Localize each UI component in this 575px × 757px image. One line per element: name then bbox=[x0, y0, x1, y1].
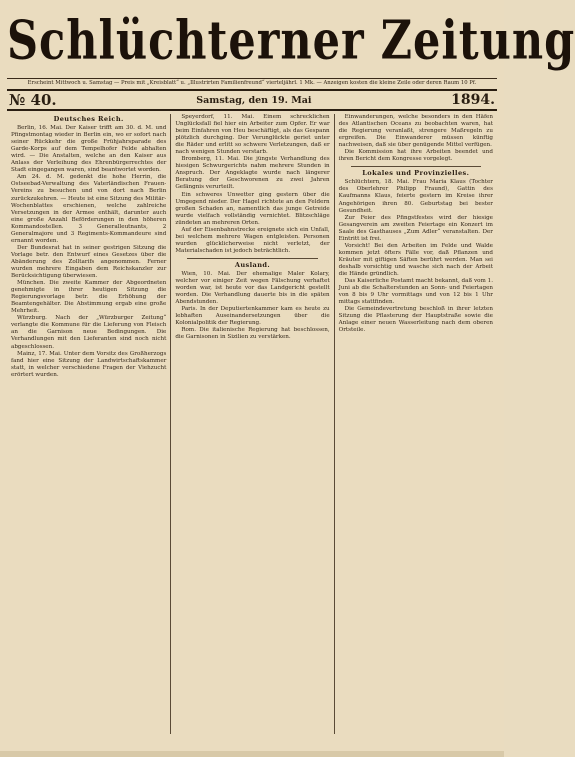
article-paragraph: Zur Feier des Pfingstfestes wird der hiesige Gesangverein am zweiten Feiertage ein Konzert im Saale des Gasthauses „Zum Adler“ veranstalten. Der Eintritt ist frei. bbox=[338, 214, 493, 242]
article-paragraph: Auf der Eisenbahnstrecke ereignete sich ein Unfall, bei welchem mehrere Wagen entgleisten. Personen wurden glücklicherweise nicht verletzt, der Materialschaden ist jedoch beträchtlich. bbox=[175, 226, 330, 254]
article-paragraph: Vorsicht! Bei den Arbeiten im Felde und Walde kommen jetzt öfters Fälle vor, daß Pflanzen und Kräuter mit giftigen Säften berührt werden. Man sei deshalb vorsichtig und wasche sich nach der Arbeit die Hände gründlich. bbox=[338, 242, 493, 277]
column-3 bbox=[334, 114, 497, 734]
article-paragraph: Paris. In der Deputiertenkammer kam es heute zu lebhaften Auseinandersetzungen über die Kolonialpolitik der Regierung. bbox=[175, 306, 330, 327]
section-heading: Lokales und Provinzielles. bbox=[362, 169, 470, 178]
article-paragraph: Am 24. d. M. gedenkt die hohe Herrin, die Ostseebad-Verwaltung des Vaterländischen Frauen-Vereins zu besuchen und von dort nach Berlin zurückzukehren. — Heute ist eine Sitzung des Militär-Wochenblattes erschienen, welche zahlreiche Versetzungen in der Armee enthält, darunter auch eine große Anzahl Beförderungen in den höheren Kommandostellen. 3 Generalleutnants, 2 Generalmajore und 3 Regiments-Kommandeure sind ernannt worden. bbox=[11, 174, 167, 244]
article-paragraph: Rom. Die italienische Regierung hat beschlossen, die Garnisonen in Sizilien zu verstärken. bbox=[175, 327, 330, 341]
issue-date: Samstag, den 19. Mai bbox=[196, 94, 312, 106]
article-paragraph: Einwanderungen, welche besonders in den Häfen des Atlantischen Oceans zu beobachten waren, hat die Regierung veranlaßt, strengere Maßregeln zu ergreifen. Die Einwanderer müssen künftig nachweisen, daß sie über genügende Mittel verfügen. bbox=[338, 114, 493, 149]
column-1 bbox=[7, 114, 170, 734]
article-paragraph: Die Gemeindevertretung beschloß in ihrer letzten Sitzung die Pflasterung der Hauptstraße sowie die Anlage einer neuen Wasserleitung nach dem oberen Ortsteile. bbox=[338, 306, 493, 334]
issue-bar bbox=[7, 89, 497, 111]
article-paragraph: Berlin, 16. Mai. Der Kaiser trifft am 30. d. M. und Pfingstmontag wieder in Berlin ein, wo er sofort nach seiner Rückkehr die große Frühjahrsparade des Garde-Korps auf dem Tempelhofer Felde abhalten wird. — Die Anstalten, welche an den Kaiser aus Anlass der Verleihung des Ehrenbürgerrechtes der Stadt eingegangen waren, sind beantwortet worden. bbox=[11, 125, 167, 174]
page-bottom-edge bbox=[0, 751, 504, 757]
article-paragraph: Wien, 10. Mai. Der ehemalige Maler Kolary, welcher vor einiger Zeit wegen Fälschung verhaftet worden war, ist heute vor das Landgericht gestellt worden. Die Verhandlung dauerte bis in die späten Abendstunden. bbox=[175, 270, 330, 306]
article-paragraph: Schlüchtern, 18. Mai. Frau Maria Klaus (Tochter des Oberlehrer Philipp Fraund), Gattin des Kaufmanns Klaus, feierte gestern im Kreise ihrer Angehörigen ihren 80. Geburtstag bei bester Gesundheit. bbox=[338, 179, 493, 214]
article-columns bbox=[7, 114, 497, 734]
article-paragraph: Die Kommission hat ihre Arbeiten beendet und ihren Bericht dem Kongresse vorgelegt. bbox=[338, 149, 493, 163]
article-paragraph: Speyerdorf, 11. Mai. Einem schrecklichen Unglücksfall fiel hier ein Arbeiter zum Opfer. Er war beim Einfahren von Heu beschäftigt, als das Gespann plötzlich durchging. Der Verunglückte geriet unter die Räder und erlitt so schwere Verletzungen, daß er nach wenigen Stunden verstarb. bbox=[175, 114, 330, 156]
section-divider bbox=[187, 258, 317, 259]
article-paragraph: München. Die zweite Kammer der Abgeordneten genehmigte in ihrer heutigen Sitzung die Regierungsvorlage betr. die Erhöhung der Beamtengehälter. Die Abstimmung ergab eine große Mehrheit. bbox=[11, 280, 167, 315]
article-paragraph: Bromberg, 11. Mai. Die jüngste Verhandlung des hiesigen Schwurgerichts nahm mehrere Stunden in Anspruch. Der Angeklagte wurde nach längerer Beratung der Geschworenen zu zwei Jahren Gefängnis verurteilt. bbox=[175, 156, 330, 191]
subscription-line: Erscheint Mittwoch u. Samstag — Preis mit „Kreisblatt“ u. „Illustrirten Familienfreund“ vierteljährl. 1 Mk. — Anzeigen kosten die kleine Zeile oder deren Raum 10 Pf. bbox=[7, 78, 497, 87]
section-heading: Deutsches Reich. bbox=[53, 115, 124, 123]
issue-number: № 40. bbox=[9, 91, 57, 109]
article-paragraph: Ein schweres Unwetter ging gestern über die Umgegend nieder. Der Hagel richtete an den Feldern großen Schaden an, namentlich das junge Getreide wurde vielfach vollständig vernichtet. Blitzschläge zündeten an mehreren Orten. bbox=[175, 191, 330, 226]
column-2 bbox=[170, 114, 333, 734]
masthead-title: Schlüchterner Zeitung bbox=[7, 9, 575, 73]
article-paragraph: Würzburg. Nach der „Würzburger Zeitung“ verlangte die Kommune für die Lieferung von Fleisch an die Garnison neue Bedingungen. Die Verhandlungen mit den Lieferanten sind noch nicht abgeschlossen. bbox=[11, 315, 167, 350]
article-paragraph: Mainz, 17. Mai. Unter dem Vorsitz des Großherzogs fand hier eine Sitzung der Landwirtschaftskammer statt, in welcher verschiedene Fragen der Viehzucht erörtert wurden. bbox=[11, 350, 167, 378]
section-heading: Ausland. bbox=[234, 260, 271, 269]
issue-year: 1894. bbox=[451, 92, 495, 108]
article-paragraph: Das Kaiserliche Postamt macht bekannt, daß vom 1. Juni ab die Schalterstunden an Sonn- und Feiertagen von 8 bis 9 Uhr vormittags und von 12 bis 1 Uhr mittags stattfinden. bbox=[338, 278, 493, 306]
section-divider bbox=[351, 166, 481, 167]
article-paragraph: Der Bundesrat hat in seiner gestrigen Sitzung die Vorlage betr. den Entwurf eines Gesetzes über die Abänderung des Zolltarifs angenommen. Ferner wurden mehrere Eingaben dem Reichskanzler zur Berücksichtigung überwiesen. bbox=[11, 244, 167, 280]
